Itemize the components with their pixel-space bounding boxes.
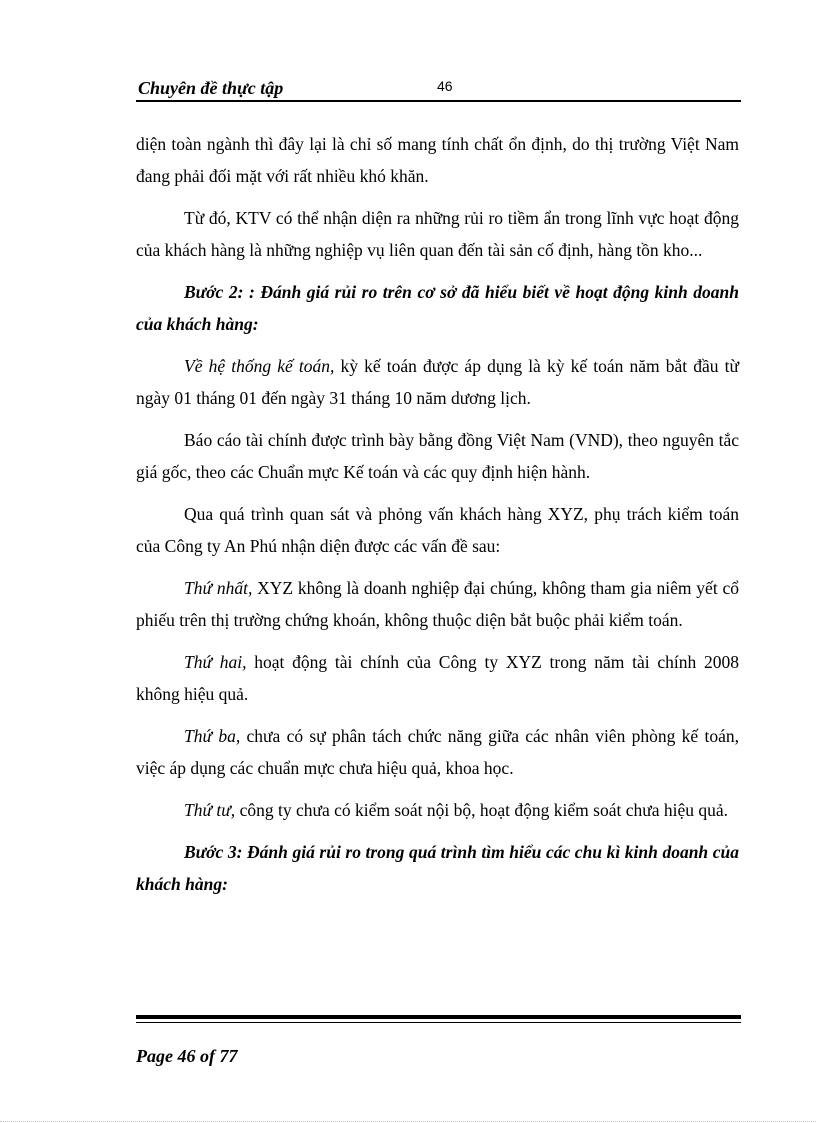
paragraph-text: XYZ không là doanh nghiệp đại chúng, không tham gia niêm yết cổ phiếu trên thị trường chứng khoán, không thuộc diện bắt buộc phải kiểm toán.: [136, 578, 740, 630]
paragraph-continuation: [136, 128, 739, 192]
paragraph-text: Báo cáo tài chính được trình bày bằng đồng Việt Nam (VND), theo nguyên tắc giá gốc, theo các Chuẩn mực Kế toán và các quy định hiện hành.: [136, 430, 739, 482]
paragraph-lead: Thứ hai,: [184, 652, 247, 672]
paragraph: [136, 646, 739, 710]
paragraph: [136, 202, 739, 266]
paragraph-text: công ty chưa có kiểm soát nội bộ, hoạt động kiểm soát chưa hiệu quả.: [235, 800, 728, 820]
paragraph-text: Từ đó, KTV có thể nhận diện ra những rủi ro tiềm ẩn trong lĩnh vực hoạt động của khách hàng là những nghiệp vụ liên quan đến tài sản cố định, hàng tồn kho...: [136, 208, 739, 260]
header-divider: [136, 100, 741, 102]
paragraph-lead: Thứ tư,: [184, 800, 236, 820]
footer-page-label: Page 46 of 77: [136, 1046, 238, 1066]
paragraph: [136, 794, 739, 826]
section-heading-step-2: [136, 276, 739, 340]
paragraph-text: chưa có sự phân tách chức năng giữa các nhân viên phòng kế toán, việc áp dụng các chuẩn mực chưa hiệu quả, khoa học.: [136, 726, 739, 778]
paragraph: [136, 424, 739, 488]
paragraph-lead: Về hệ thống kế toán,: [184, 356, 335, 376]
paragraph-text: kỳ kế toán được áp dụng là kỳ kế toán năm bắt đầu từ ngày 01 tháng 01 đến ngày 31 tháng 10 năm dương lịch.: [136, 356, 739, 408]
paragraph: [136, 498, 739, 562]
paragraph: [136, 572, 739, 636]
page-edge-dotted-line: [0, 1121, 816, 1122]
document-body: [136, 128, 739, 910]
paragraph: [136, 350, 739, 414]
section-heading-step-3: [136, 836, 739, 900]
running-header-title: Chuyên đề thực tập: [138, 78, 284, 98]
paragraph: [136, 720, 739, 784]
paragraph-text: diện toàn ngành thì đây lại là chỉ số mang tính chất ổn định, do thị trường Việt Nam đang phải đối mặt với rất nhiều khó khăn.: [136, 134, 739, 186]
paragraph-lead: Thứ ba,: [184, 726, 241, 746]
paragraph-text: hoạt động tài chính của Công ty XYZ trong năm tài chính 2008 không hiệu quả.: [136, 652, 739, 704]
header-page-number: 46: [437, 78, 453, 94]
paragraph-text: Qua quá trình quan sát và phỏng vấn khách hàng XYZ, phụ trách kiểm toán của Công ty An Phú nhận diện được các vấn đề sau:: [136, 504, 739, 556]
heading-text: Bước 3: Đánh giá rủi ro trong quá trình tìm hiểu các chu kì kinh doanh của khách hàng:: [136, 842, 739, 894]
footer-divider-thick: [136, 1015, 741, 1019]
heading-text: Bước 2: : Đánh giá rủi ro trên cơ sở đã hiểu biết về hoạt động kinh doanh của khách hàng:: [136, 282, 739, 334]
paragraph-lead: Thứ nhất,: [184, 578, 253, 598]
footer-divider-thin: [136, 1022, 741, 1023]
